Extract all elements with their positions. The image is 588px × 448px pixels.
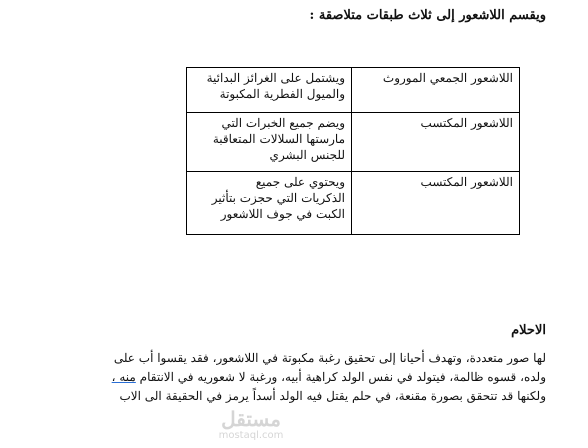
table-row bbox=[187, 68, 520, 113]
layer-name-cell: اللاشعور الجمعي الموروث bbox=[352, 68, 520, 113]
unconscious-layers-table bbox=[186, 67, 520, 235]
paragraph-line: ولكنها قد تتحقق بصورة مقنعة، في حلم يقتل فيه الولد أسداً يرمز في الحقيقة الى الاب bbox=[119, 389, 546, 403]
description-line: والميول الفطرية المكبوتة bbox=[219, 87, 345, 101]
table-row bbox=[187, 113, 520, 172]
description-line: ويحتوي على جميع bbox=[255, 175, 345, 189]
table-row bbox=[187, 172, 520, 235]
watermark-sub-text: mostaql.com bbox=[218, 430, 284, 441]
document-heading: ويقسم اللاشعور إلى ثلاث طبقات متلاصقة : bbox=[309, 8, 546, 23]
layer-name-cell: اللاشعور المكتسب bbox=[352, 113, 520, 172]
section-title: الاحلام bbox=[511, 323, 546, 338]
description-line: ويضم جميع الخبرات التي bbox=[221, 116, 345, 130]
layer-description-cell bbox=[187, 68, 352, 113]
paragraph-line bbox=[26, 368, 546, 387]
watermark-main-text: مستقل bbox=[221, 407, 281, 431]
paragraph-line: لها صور متعددة، وتهدف أحيانا إلى تحقيق رغبة مكبوتة في اللاشعور، فقد يقسوا أب على bbox=[113, 351, 546, 365]
description-line: الذكريات التي حجزت بتأثير bbox=[211, 191, 345, 205]
layer-name-cell: اللاشعور المكتسب bbox=[352, 172, 520, 235]
description-line: ويشتمل على الغرائز البدائية bbox=[206, 71, 345, 85]
underlined-word: منه ، bbox=[111, 370, 136, 384]
dreams-paragraph bbox=[26, 349, 546, 406]
paragraph-line-text: ولده، قسوه ظالمة، فيتولد في نفس الولد كراهية أبيه، ورغبة لا شعوريه في الانتقام bbox=[139, 370, 546, 384]
layer-description-cell bbox=[187, 113, 352, 172]
description-line: الكبت في جوف اللاشعور bbox=[220, 207, 345, 221]
description-line: للجنس البشري bbox=[269, 148, 345, 162]
watermark-logo bbox=[206, 408, 296, 446]
description-line: مارستها السلالات المتعاقبة bbox=[212, 132, 345, 146]
layer-description-cell bbox=[187, 172, 352, 235]
